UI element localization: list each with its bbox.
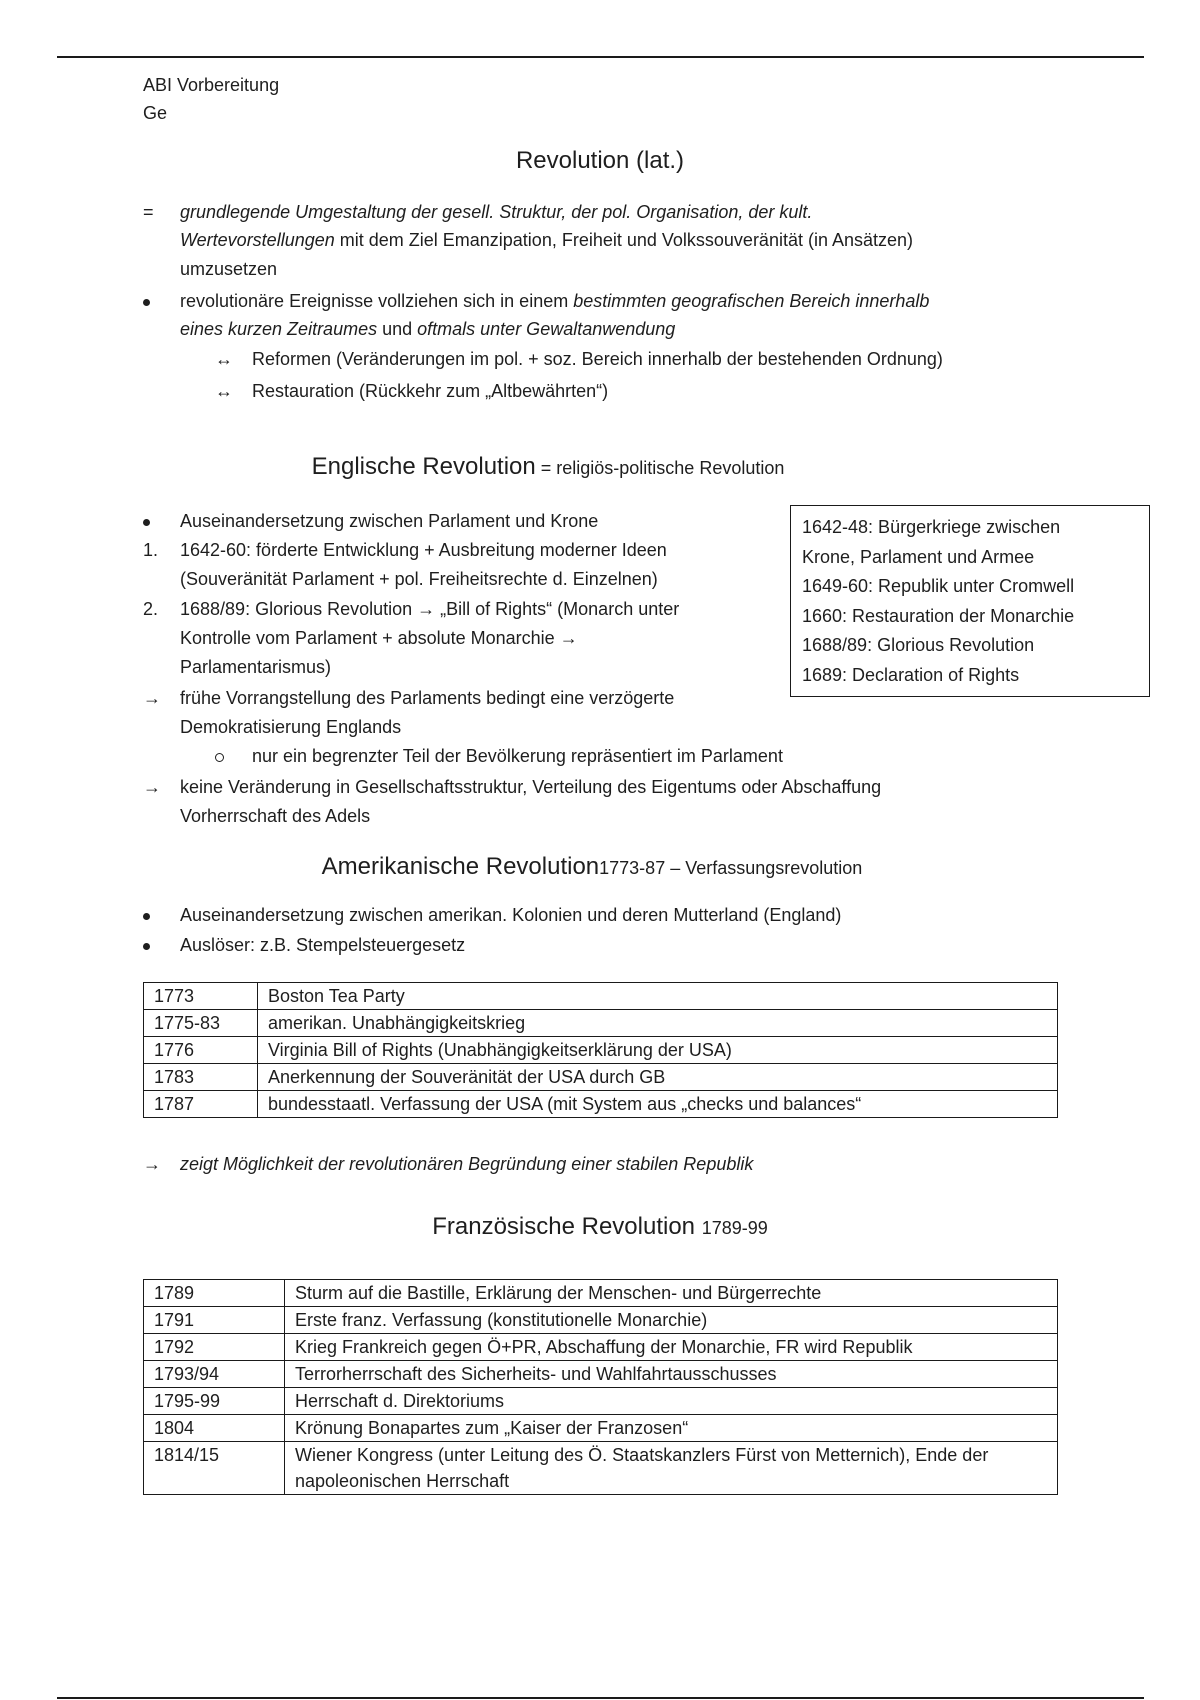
section-title-revolution: Revolution (lat.) <box>515 147 685 174</box>
section-subtitle-american: 1773-87 – Verfassungsrevolution <box>599 858 863 878</box>
english-point-2-line-1: 1688/89: Glorious Revolution → „Bill of Rights“ (Monarch unter <box>180 599 680 619</box>
contrast-reformen: Reformen (Veränderungen im pol. + soz. Bereich innerhalb der bestehenden Ordnung) <box>252 349 943 369</box>
table-row <box>144 1442 1058 1495</box>
right-arrow-icon: → <box>143 688 161 708</box>
left-right-arrow-icon: ↔ <box>215 349 233 369</box>
year-cell: 1787 <box>144 1091 258 1118</box>
french-chronology-table <box>143 1279 1058 1495</box>
revolution-bullet-line-1: revolutionäre Ereignisse vollziehen sich in einem bestimmten geografischen Bereich innerhalb <box>180 291 930 311</box>
definition-marker: = <box>143 202 154 222</box>
footer-rule <box>57 1697 1144 1699</box>
american-bullet-conflict: Auseinandersetzung zwischen amerikan. Kolonien und deren Mutterland (England) <box>180 905 842 925</box>
list-number: 1. <box>143 540 159 560</box>
list-number: 2. <box>143 599 159 619</box>
definition-line-3: umzusetzen <box>180 259 278 279</box>
header-subject: Ge <box>143 103 168 123</box>
table-row <box>144 1415 1058 1442</box>
table-row <box>144 1361 1058 1388</box>
american-conclusion: zeigt Möglichkeit der revolutionären Begründung einer stabilen Republik <box>180 1154 754 1174</box>
header-rule <box>57 56 1144 58</box>
english-point-1-line-2: (Souveränität Parlament + pol. Freiheitsrechte d. Einzelnen) <box>180 569 658 589</box>
timeline-entry: 1688/89: Glorious Revolution <box>802 635 1035 655</box>
table-row <box>144 1307 1058 1334</box>
definition-line-1: grundlegende Umgestaltung der gesell. Struktur, der pol. Organisation, der kult. <box>180 202 813 222</box>
english-point-1-line-1: 1642-60: förderte Entwicklung + Ausbreitung moderner Ideen <box>180 540 667 560</box>
event-cell: Wiener Kongress (unter Leitung des Ö. Staatskanzlers Fürst von Metternich), Ende der napoleonischen Herrschaft <box>285 1442 1058 1495</box>
american-bullet-trigger: Auslöser: z.B. Stempelsteuergesetz <box>180 935 466 955</box>
year-cell: 1792 <box>144 1334 285 1361</box>
header-course: ABI Vorbereitung <box>143 75 280 95</box>
timeline-entry: 1660: Restauration der Monarchie <box>802 605 1075 626</box>
year-cell: 1789 <box>144 1280 285 1307</box>
bullet-icon <box>143 931 150 959</box>
event-cell: Krönung Bonapartes zum „Kaiser der Franzosen“ <box>285 1415 1058 1442</box>
event-cell: Krieg Frankreich gegen Ö+PR, Abschaffung der Monarchie, FR wird Republik <box>285 1334 1058 1361</box>
event-cell: Herrschaft d. Direktoriums <box>285 1388 1058 1415</box>
year-cell: 1775-83 <box>144 1010 258 1037</box>
table-row <box>144 1037 1058 1064</box>
right-arrow-icon: → <box>143 777 161 797</box>
section-subtitle-english: = religiös-politische Revolution <box>535 458 785 478</box>
year-cell: 1795-99 <box>144 1388 285 1415</box>
english-point-2-line-2: Kontrolle vom Parlament + absolute Monarchie → <box>180 628 578 648</box>
table-row <box>144 1388 1058 1415</box>
english-consequence-1-line-1: frühe Vorrangstellung des Parlaments bedingt eine verzögerte <box>180 688 675 708</box>
table-row <box>144 1010 1058 1037</box>
section-title-english: Englische Revolution = religiös-politische Revolution <box>311 453 785 480</box>
contrast-restauration: Restauration (Rückkehr zum „Altbewährten“) <box>252 381 609 401</box>
year-cell: 1804 <box>144 1415 285 1442</box>
table-row <box>144 1280 1058 1307</box>
event-cell: Boston Tea Party <box>258 983 1058 1010</box>
english-timeline-box <box>790 505 1150 697</box>
table-row <box>144 983 1058 1010</box>
year-cell: 1783 <box>144 1064 258 1091</box>
year-cell: 1793/94 <box>144 1361 285 1388</box>
table-row <box>144 1334 1058 1361</box>
table-row <box>144 1064 1058 1091</box>
timeline-entry: Krone, Parlament und Armee <box>802 546 1035 567</box>
event-cell: Virginia Bill of Rights (Unabhängigkeitserklärung der USA) <box>258 1037 1058 1064</box>
revolution-bullet-line-2: eines kurzen Zeitraumes und oftmals unter Gewaltanwendung <box>180 319 676 339</box>
timeline-entry: 1642-48: Bürgerkriege zwischen <box>802 517 1061 537</box>
english-consequence-2-line-1: keine Veränderung in Gesellschaftsstruktur, Verteilung des Eigentums oder Abschaffung <box>180 777 882 797</box>
english-consequence-2-line-2: Vorherrschaft des Adels <box>180 806 371 826</box>
event-cell: bundesstaatl. Verfassung der USA (mit System aus „checks und balances“ <box>258 1091 1058 1118</box>
bullet-icon <box>143 901 150 929</box>
american-chronology-table <box>143 982 1058 1118</box>
event-cell: Anerkennung der Souveränität der USA durch GB <box>258 1064 1058 1091</box>
year-cell: 1791 <box>144 1307 285 1334</box>
event-cell: Sturm auf die Bastille, Erklärung der Menschen- und Bürgerrechte <box>285 1280 1058 1307</box>
event-cell: Erste franz. Verfassung (konstitutionelle Monarchie) <box>285 1307 1058 1334</box>
right-arrow-icon: → <box>143 1154 161 1174</box>
year-cell: 1776 <box>144 1037 258 1064</box>
section-title-american: Amerikanische Revolution1773-87 – Verfassungsrevolution <box>321 853 863 880</box>
english-consequence-1-line-2: Demokratisierung Englands <box>180 717 402 737</box>
bullet-icon <box>143 287 150 315</box>
english-point-conflict: Auseinandersetzung zwischen Parlament und Krone <box>180 511 599 531</box>
definition-line-2: Wertevorstellungen mit dem Ziel Emanzipation, Freiheit und Volkssouveränität (in Ansätzen) <box>180 230 914 250</box>
year-cell: 1814/15 <box>144 1442 285 1495</box>
document-header <box>143 71 279 127</box>
table-row <box>144 1091 1058 1118</box>
timeline-entry: 1649-60: Republik unter Cromwell <box>802 576 1075 596</box>
circle-bullet-icon <box>215 742 224 770</box>
bullet-icon <box>143 507 150 535</box>
english-point-2-line-3: Parlamentarismus) <box>180 657 332 677</box>
english-subpoint-representation: nur ein begrenzter Teil der Bevölkerung repräsentiert im Parlament <box>252 746 783 766</box>
year-cell: 1773 <box>144 983 258 1010</box>
left-right-arrow-icon: ↔ <box>215 381 233 401</box>
section-subtitle-french: 1789-99 <box>701 1218 768 1238</box>
section-title-french: Französische Revolution 1789-99 <box>432 1213 768 1240</box>
event-cell: Terrorherrschaft des Sicherheits- und Wahlfahrtausschusses <box>285 1361 1058 1388</box>
timeline-entry: 1689: Declaration of Rights <box>802 664 1020 685</box>
event-cell: amerikan. Unabhängigkeitskrieg <box>258 1010 1058 1037</box>
